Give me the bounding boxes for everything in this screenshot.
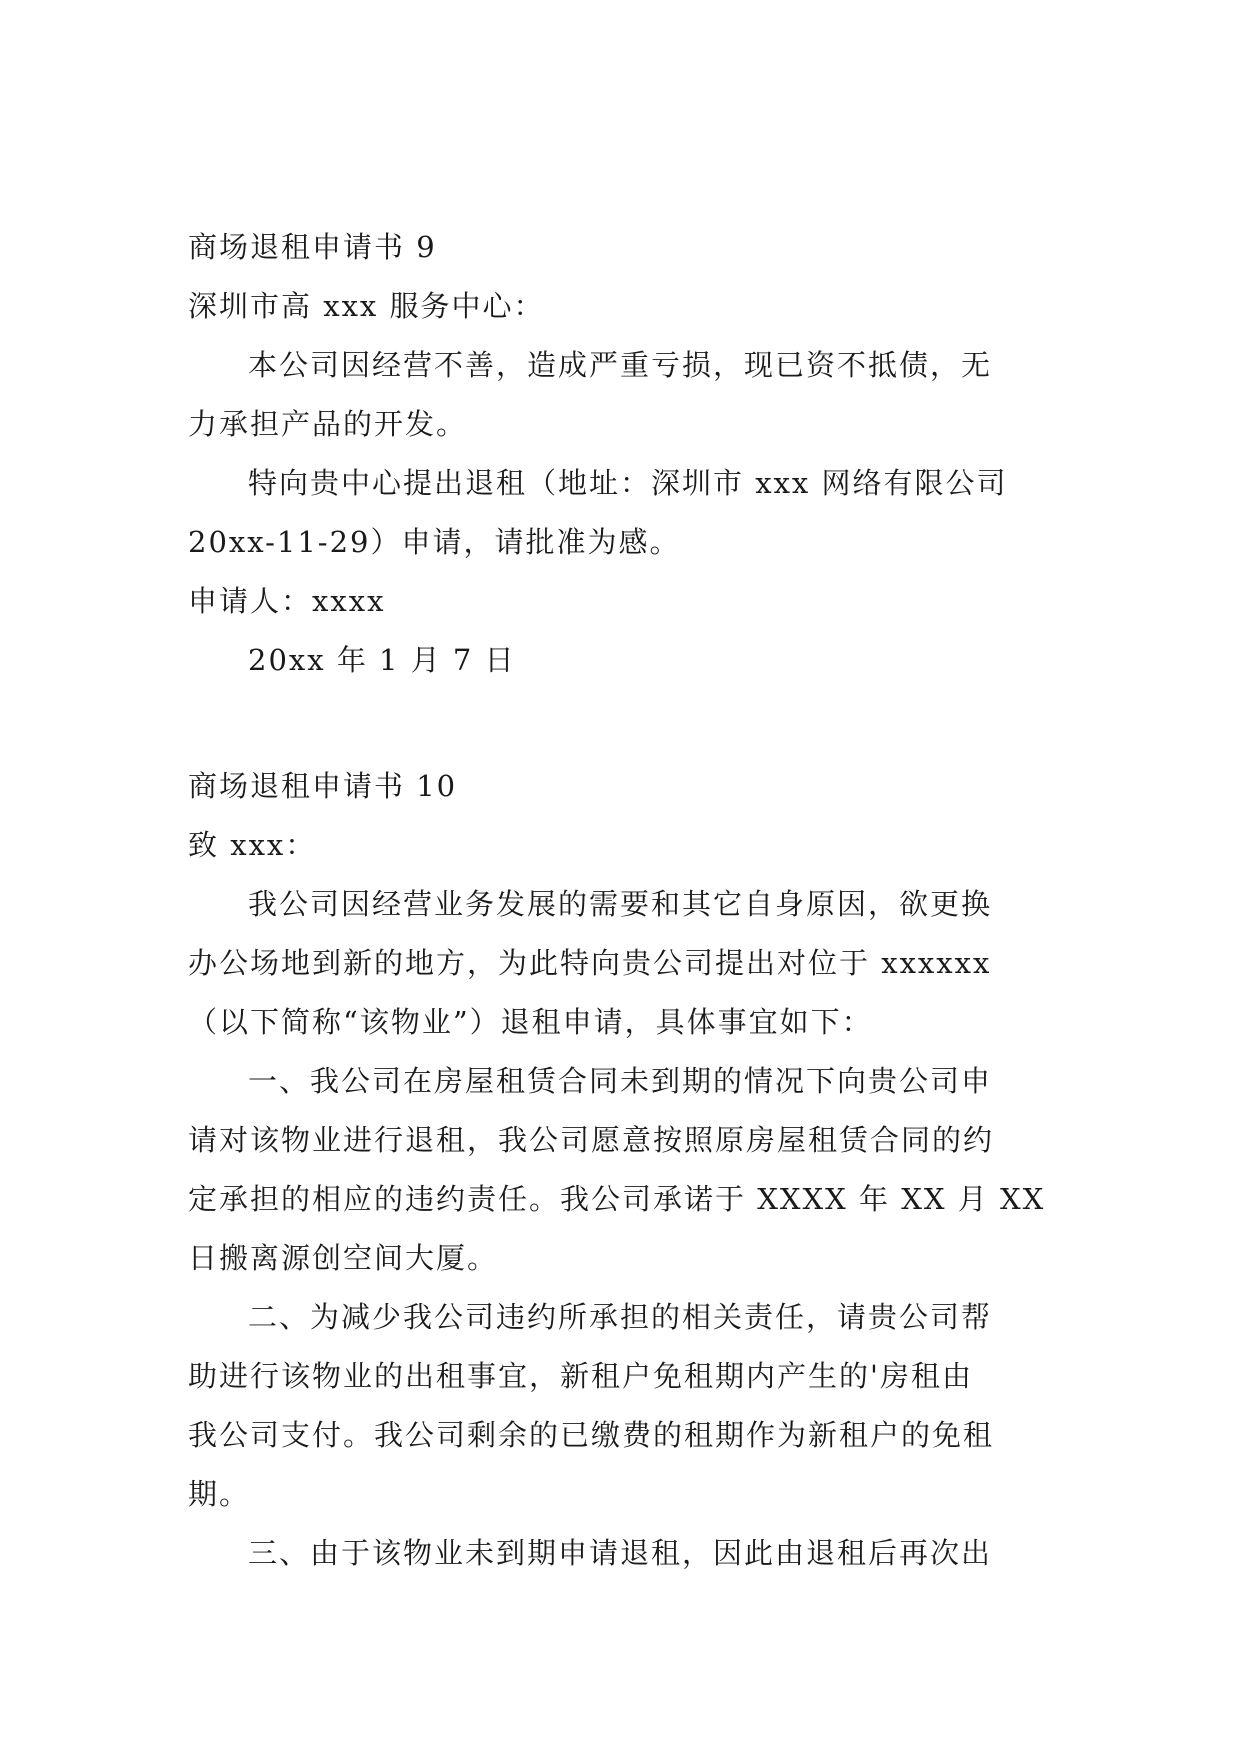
recipient-line: 深圳市高 xxx 服务中心：	[188, 289, 545, 323]
paragraph-line: 20xx-11-29）申请，请批准为感。	[188, 525, 681, 559]
paragraph-line: 本公司因经营不善，造成严重亏损，现已资不抵债，无	[248, 348, 993, 382]
recipient-line: 致 xxx：	[188, 828, 317, 862]
paragraph	[188, 875, 1053, 1052]
paragraph-line: 力承担产品的开发。	[188, 407, 468, 441]
section-divider	[188, 690, 1053, 757]
applicant-line: 申请人：xxxx	[188, 584, 386, 618]
paragraph-line: 三、由于该物业未到期申请退租，因此由退租后再次出	[248, 1536, 993, 1570]
paragraph-line: 日搬离源创空间大厦。	[188, 1241, 499, 1275]
paragraph-line: 请对该物业进行退租，我公司愿意按照原房屋租赁合同的约	[188, 1123, 995, 1157]
paragraph-line: 我公司因经营业务发展的需要和其它自身原因，欲更换	[248, 887, 993, 921]
section-title: 商场退租申请书 9	[188, 230, 437, 264]
date-line: 20xx 年 1 月 7 日	[248, 643, 516, 677]
paragraph	[188, 454, 1053, 572]
paragraph-line: 定承担的相应的违约责任。我公司承诺于 XXXX 年 XX 月 XX	[188, 1182, 1046, 1216]
paragraph	[188, 1052, 1053, 1288]
paragraph	[188, 1288, 1053, 1524]
paragraph-line: 特向贵中心提出退租（地址：深圳市 xxx 网络有限公司	[248, 466, 1008, 500]
section-title: 商场退租申请书 10	[188, 769, 458, 803]
document-content	[188, 218, 1053, 1583]
paragraph-line: （以下简称“该物业”）退租申请，具体事宜如下：	[188, 1005, 873, 1039]
paragraph-line: 办公场地到新的地方，为此特向贵公司提出对位于 xxxxxx	[188, 946, 992, 980]
paragraph	[188, 1524, 1053, 1583]
paragraph-line: 我公司支付。我公司剩余的已缴费的租期作为新租户的免租	[188, 1418, 995, 1452]
paragraph-line: 一、我公司在房屋租赁合同未到期的情况下向贵公司申	[248, 1064, 993, 1098]
paragraph-line: 期。	[188, 1477, 251, 1511]
paragraph	[188, 336, 1053, 454]
paragraph-line: 二、为减少我公司违约所承担的相关责任，请贵公司帮	[248, 1300, 993, 1334]
paragraph-line: 助进行该物业的出租事宜，新租户免租期内产生的'房租由	[188, 1359, 973, 1393]
